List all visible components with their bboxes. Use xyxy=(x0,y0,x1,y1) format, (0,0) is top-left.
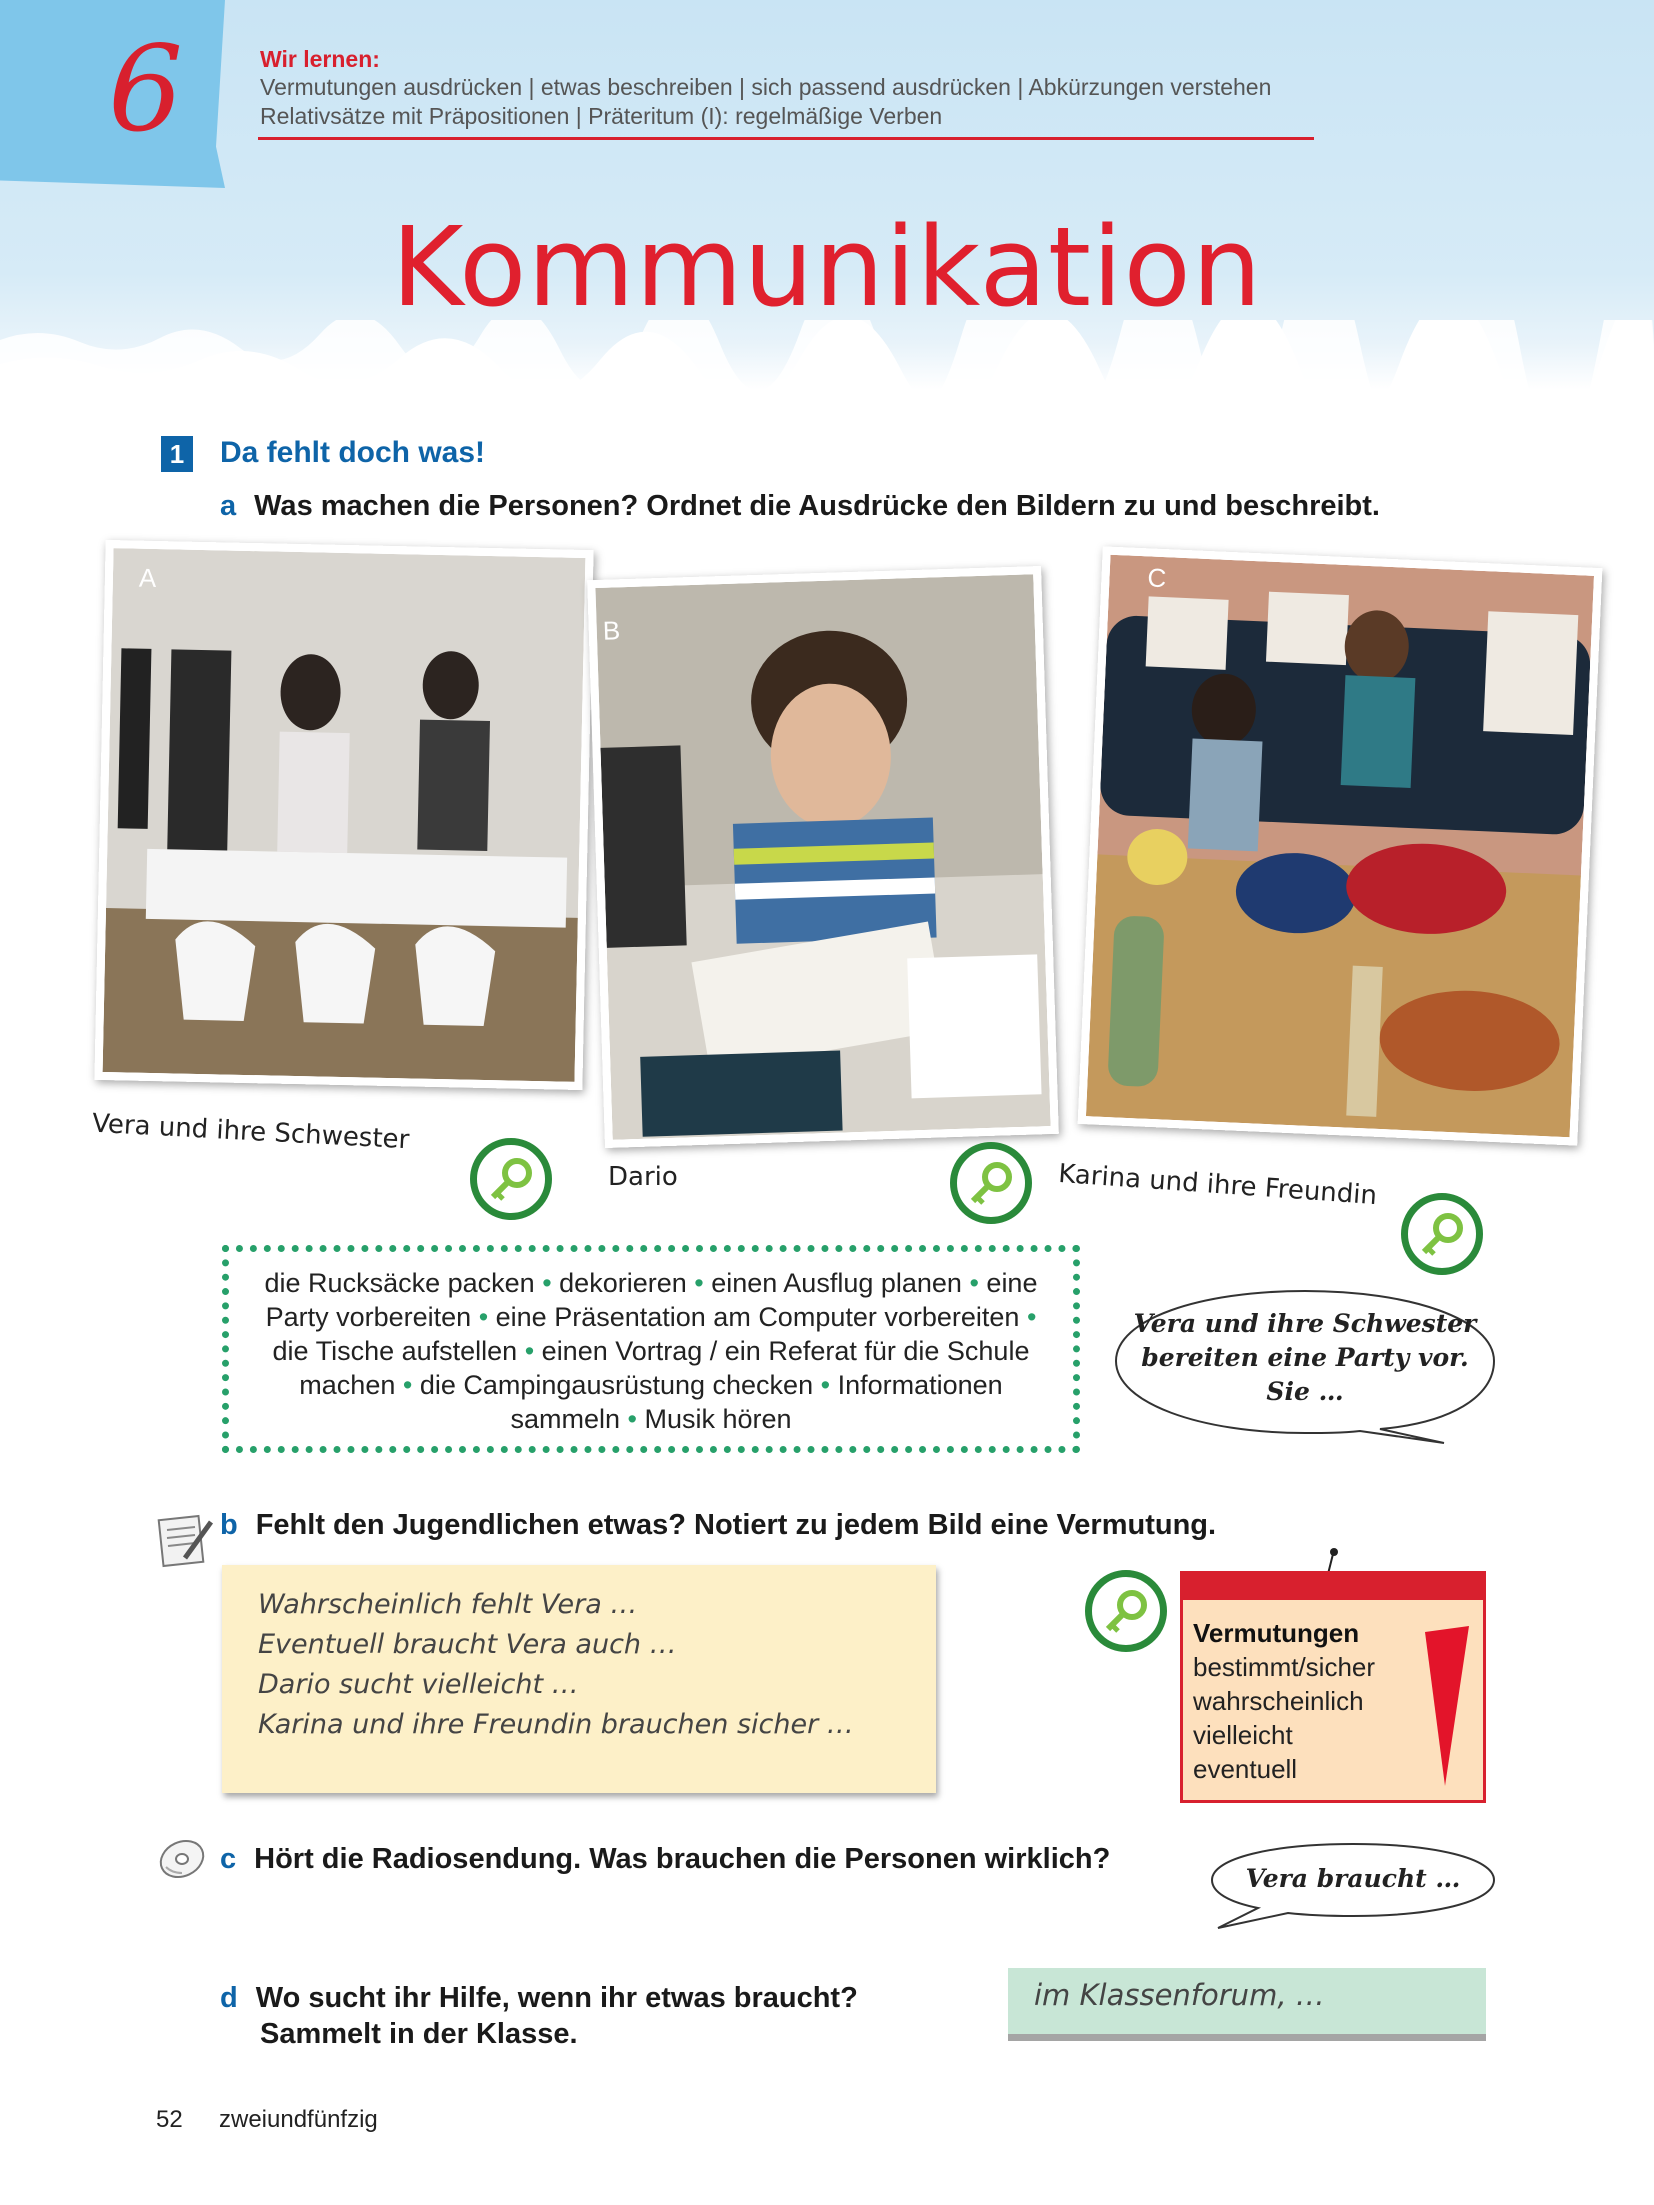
speech-bubble-c xyxy=(1208,1840,1498,1930)
note-line: Wahrscheinlich fehlt Vera … xyxy=(258,1589,638,1620)
learning-goals-line-1: Vermutungen ausdrücken | etwas beschreiben | sich passend ausdrücken | Abkürzungen verstehen xyxy=(260,74,1272,100)
key-icon-glyph xyxy=(1408,1200,1476,1268)
bullet-dot: • xyxy=(627,1404,637,1434)
key-icon-glyph xyxy=(957,1149,1025,1217)
speech-bubble-a-line: bereiten eine Party vor. xyxy=(1141,1343,1469,1372)
vermutungen-bar xyxy=(1183,1574,1483,1600)
exercise-title: Da fehlt doch was! xyxy=(220,436,486,469)
task-d-text-2: Sammelt in der Klasse. xyxy=(260,2018,578,2050)
learning-goals xyxy=(260,46,1271,131)
key-icon[interactable] xyxy=(1085,1570,1167,1652)
photo-c-image xyxy=(1086,555,1594,1138)
bullet-dot: • xyxy=(402,1370,413,1400)
speech-bubble-a-text xyxy=(1110,1307,1500,1409)
exercise-number: 1 xyxy=(161,436,193,472)
learning-goals-line-2: Relativsätze mit Präpositionen | Präteritum (I): regelmäßige Verben xyxy=(260,103,943,129)
task-c-letter: c xyxy=(220,1843,237,1875)
key-icon[interactable] xyxy=(470,1138,552,1220)
bullet-dot: • xyxy=(820,1370,831,1400)
task-c-text: Hört die Radiosendung. Was brauchen die Personen wirklich? xyxy=(254,1843,1111,1875)
task-d xyxy=(220,1980,858,2052)
page-number-word: zweiundfünfzig xyxy=(219,2106,378,2133)
key-icon-glyph xyxy=(1092,1577,1160,1645)
vermutungen-item: vielleicht xyxy=(1193,1720,1293,1750)
expression: einen Ausflug planen xyxy=(711,1268,962,1298)
task-b xyxy=(220,1509,1216,1542)
forum-card-d: im Klassenforum, … xyxy=(1008,1968,1486,2034)
bullet-dot: • xyxy=(694,1268,704,1298)
photo-c-label: C xyxy=(1146,562,1167,594)
expression: die Rucksäcke packen xyxy=(264,1268,535,1298)
vermutungen-item: bestimmt/sicher xyxy=(1193,1652,1376,1682)
note-line: Karina und ihre Freundin brauchen sicher … xyxy=(258,1709,854,1740)
task-a-text: Was machen die Personen? Ordnet die Ausdrücke den Bildern zu und beschreibt. xyxy=(254,490,1380,522)
task-d-letter: d xyxy=(220,1982,238,2014)
photo-c xyxy=(1078,546,1603,1145)
photo-b-caption: Dario xyxy=(608,1162,678,1192)
chapter-number: 6 xyxy=(108,20,184,158)
task-c xyxy=(220,1843,1110,1876)
key-icon[interactable] xyxy=(950,1142,1032,1224)
photo-b-image xyxy=(595,574,1050,1139)
note-line: Eventuell braucht Vera auch … xyxy=(258,1629,677,1660)
note-card-b xyxy=(222,1565,936,1793)
note-line: Dario sucht vielleicht … xyxy=(258,1669,579,1700)
task-a-letter: a xyxy=(220,490,237,522)
bullet-dot: • xyxy=(542,1268,552,1298)
task-d-text-1: Wo sucht ihr Hilfe, wenn ihr etwas braucht? xyxy=(255,1982,858,2014)
expression: eine Party vorbereiten xyxy=(265,1268,1038,1332)
vermutungen-box xyxy=(1180,1571,1486,1803)
expression: die Campingausrüstung checken xyxy=(419,1370,814,1400)
expression: Informationen sammeln xyxy=(510,1370,1003,1434)
expression-box xyxy=(222,1245,1080,1453)
photo-b-label: B xyxy=(602,615,621,646)
bullet-dot: • xyxy=(524,1336,535,1366)
vermutungen-item: wahrscheinlich xyxy=(1193,1686,1364,1716)
photo-b xyxy=(587,566,1059,1148)
expression: die Tische aufstellen xyxy=(272,1336,518,1366)
pencil-notebook-icon xyxy=(155,1510,215,1568)
task-b-text: Fehlt den Jugendlichen etwas? Notiert zu jedem Bild eine Vermutung. xyxy=(255,1509,1217,1541)
task-a xyxy=(220,490,1380,523)
speech-bubble-a-line: Sie … xyxy=(1266,1377,1344,1406)
chapter-title: Kommunikation xyxy=(391,203,1263,331)
expression: einen Vortrag / ein Referat für die Schule machen xyxy=(299,1336,1030,1400)
photo-a-image xyxy=(103,548,586,1082)
speech-bubble-c-text: Vera braucht … xyxy=(1245,1864,1461,1893)
task-b-letter: b xyxy=(220,1509,238,1541)
photo-a xyxy=(94,540,593,1090)
certainty-wedge-icon xyxy=(1423,1626,1471,1786)
photo-a-caption: Vera und ihre Schwester xyxy=(91,1108,410,1156)
photo-c-caption: Karina und ihre Freundin xyxy=(1057,1158,1378,1212)
vermutungen-title: Vermutungen xyxy=(1193,1618,1360,1648)
bullet-dot: • xyxy=(1026,1302,1037,1332)
cd-icon[interactable] xyxy=(156,1837,208,1881)
bullet-dot: • xyxy=(969,1268,979,1298)
expression: dekorieren xyxy=(559,1268,687,1298)
speech-bubble-a-line: Vera und ihre Schwester xyxy=(1133,1309,1477,1338)
expression: Musik hören xyxy=(644,1404,792,1434)
key-icon[interactable] xyxy=(1401,1193,1483,1275)
learning-goals-label: Wir lernen: xyxy=(260,46,380,72)
learning-goals-rule xyxy=(258,137,1314,140)
page-number: 52 xyxy=(156,2106,183,2133)
bullet-dot: • xyxy=(478,1302,489,1332)
expression: eine Präsentation am Computer vorbereiten xyxy=(495,1302,1020,1332)
vermutungen-item: eventuell xyxy=(1193,1754,1298,1784)
photo-a-label: A xyxy=(138,562,157,594)
key-icon-glyph xyxy=(477,1145,545,1213)
speech-bubble-a xyxy=(1110,1285,1500,1445)
